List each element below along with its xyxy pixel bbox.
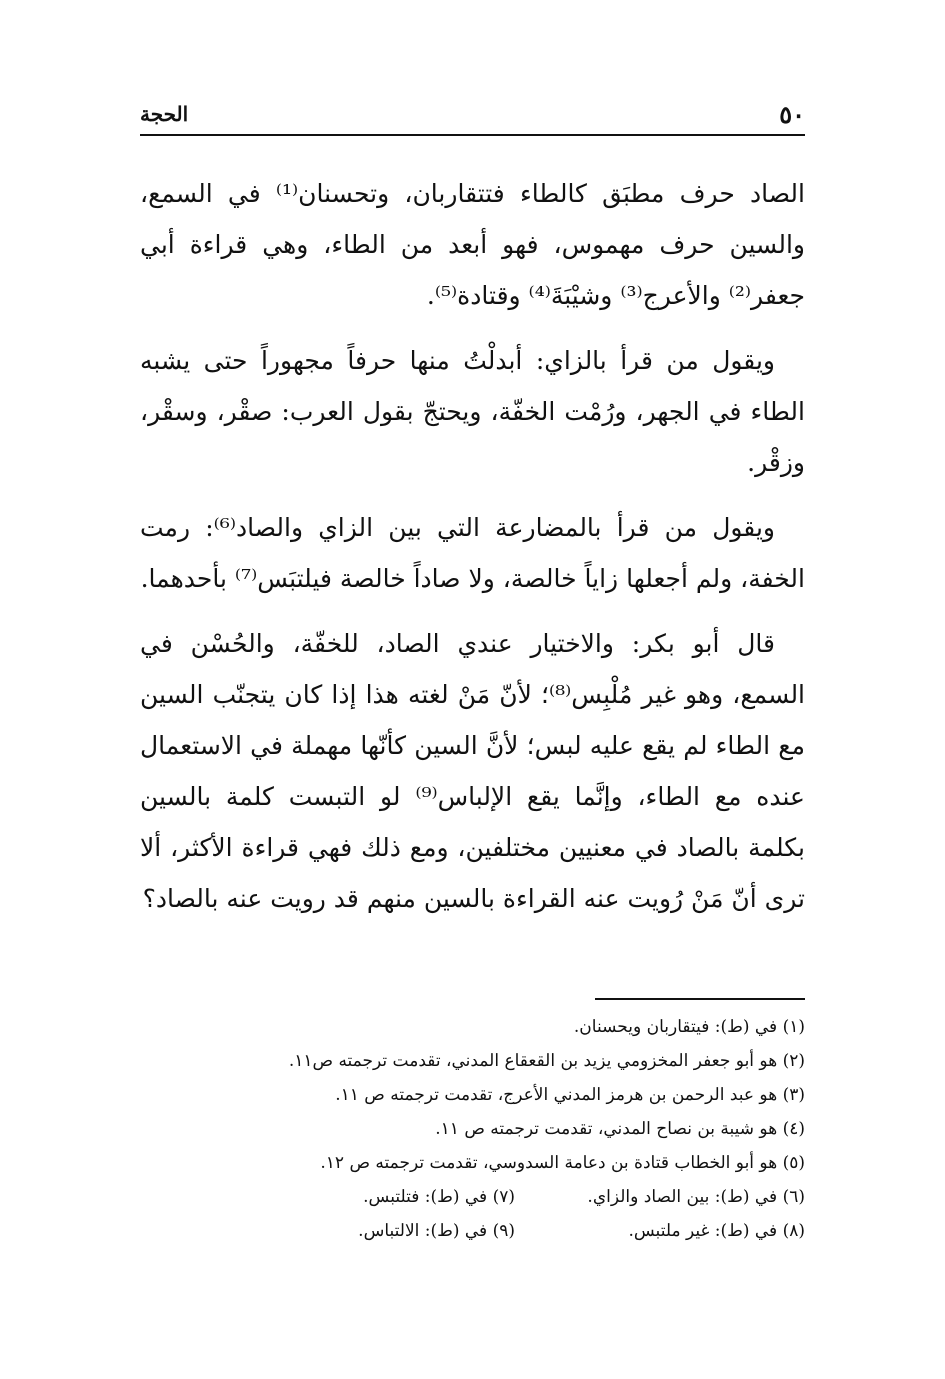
footnote-row-8-9 bbox=[140, 1214, 805, 1248]
footnote-9: (٩) في (ط): الالتباس. bbox=[358, 1221, 515, 1241]
header-rule bbox=[140, 134, 805, 136]
paragraph-4: قال أبو بكر: والاختيار عندي الصاد، للخفّة، والحُسْن في السمع، وهو غير مُلْبِس⁽⁸⁾؛ لأنّ مَنْ لغته هذا إذا كان يتجنّب السين مع الطاء لم يقع عليه لبس؛ لأنَّ السين كأنّها مهملة في الاستعمال عنده مع الطاء، وإنَّما يقع الإلباس⁽⁹⁾ لو التبست كلمة بالسين بكلمة بالصاد في معنيين مختلفين، ومع ذلك فهي قراءة الأكثر، ألا ترى أنّ مَنْ رُويت عنه القراءة بالسين منهم قد رويت عنه بالصاد؟ bbox=[140, 629, 806, 913]
footnote-row-6-7 bbox=[140, 1180, 805, 1214]
footnote-5: (٥) هو أبو الخطاب قتادة بن دعامة السدوسي، تقدمت ترجمته ص ١٢. bbox=[320, 1153, 805, 1173]
main-text bbox=[140, 168, 805, 938]
footnote-7: (٧) في (ط): فتلتبس. bbox=[363, 1187, 515, 1207]
page-header bbox=[140, 100, 805, 132]
footnote-2: (٢) هو أبو جعفر المخزومي يزيد بن القعقاع المدني، تقدمت ترجمته ص١١. bbox=[288, 1051, 805, 1071]
page-number: ٥٠ bbox=[779, 100, 805, 129]
paragraph-1: الصاد حرف مطبَق كالطاء فتتقاربان، وتحسنان⁽¹⁾ في السمع، والسين حرف مهموس، فهو أبعد من الطاء، وهي قراءة أبي جعفر⁽²⁾ والأعرج⁽³⁾ وشيْبَةَ⁽⁴⁾ وقتادة⁽⁵⁾. bbox=[140, 179, 805, 310]
footnote-4: (٤) هو شيبة بن نصاح المدني، تقدمت ترجمته ص ١١. bbox=[435, 1119, 805, 1139]
footnote-rule bbox=[595, 998, 805, 1000]
footnote-1: (١) في (ط): فيتقاربان ويحسنان. bbox=[573, 1017, 805, 1037]
footnote-8: (٨) في (ط): غير ملتبس. bbox=[628, 1221, 805, 1241]
paragraph-2: ويقول من قرأ بالزاي: أبدلْتُ منها حرفاً مجهوراً حتى يشبه الطاء في الجهر، ورُمْت الخفّة، ويحتجّ بقول العرب: صقْر، وسقْر، وزقْر. bbox=[140, 346, 805, 477]
footnote-3: (٣) هو عبد الرحمن بن هرمز المدني الأعرج، تقدمت ترجمته ص ١١. bbox=[335, 1085, 805, 1105]
footnote-6: (٦) في (ط): بين الصاد والزاي. bbox=[587, 1187, 805, 1207]
paragraph-3: ويقول من قرأ بالمضارعة التي بين الزاي والصاد⁽⁶⁾: رمت الخفة، ولم أجعلها زاياً خالصة، ولا صاداً خالصة فيلتبَس⁽⁷⁾ بأحدهما. bbox=[140, 513, 805, 593]
running-title: الحجة bbox=[140, 102, 189, 126]
footnotes bbox=[140, 1010, 805, 1248]
